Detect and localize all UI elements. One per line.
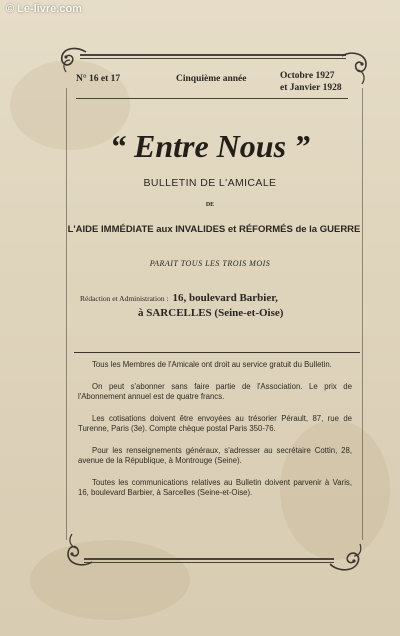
editorial-label: Rédaction et Administration : — [80, 294, 169, 303]
editorial-street: 16, boulevard Barbier, — [172, 292, 278, 304]
issue-number: N° 16 et 17 — [76, 74, 121, 84]
association-name: L'AIDE IMMÉDIATE aux INVALIDES et RÉFORMÉS de la GUERRE — [67, 224, 361, 235]
publication-frequency: PARAIT TOUS LES TROIS MOIS — [149, 259, 271, 268]
watermark: © Le-livre.com — [6, 3, 82, 15]
editorial-address — [80, 290, 370, 320]
section-divider — [74, 352, 360, 353]
frame-bottom-line — [84, 558, 334, 560]
bulletin-title: “ Entre Nous ” — [109, 128, 311, 164]
notice-item: Pour les renseignements généraux, s'adresser au secrétaire Cottin, 28, avenue de la République, à Montrouge (Seine). — [78, 446, 352, 465]
notice-item: On peut s'abonner sans faire partie de l'Association. Le prix de l'Abonnement annuel est de quatre francs. — [78, 382, 352, 401]
notices-list — [78, 360, 352, 510]
notice-item: Les cotisations doivent être envoyées au trésorier Pérault, 87, rue de Turenne, Paris (3e). Compte chèque postal Paris 350-76. — [78, 414, 352, 433]
issue-header — [76, 70, 352, 100]
frame-top-line-inner — [80, 58, 346, 59]
corner-flourish-icon — [326, 540, 366, 576]
paper-stain — [30, 540, 190, 620]
frame-bottom-line-inner — [84, 562, 334, 563]
editorial-city: à SARCELLES (Seine-et-Oise) — [138, 307, 284, 319]
issue-date — [280, 70, 352, 94]
publication-year: Cinquième année — [176, 74, 247, 84]
issue-date-line1: Octobre 1927 — [280, 71, 335, 81]
corner-flourish-icon — [62, 530, 96, 570]
bulletin-subtitle: BULLETIN DE L'AMICALE — [143, 177, 277, 189]
issue-date-line2: et Janvier 1928 — [280, 83, 342, 93]
notice-item: Tous les Membres de l'Amicale ont droit au service gratuit du Bulletin. — [92, 360, 332, 369]
notice-item: Toutes les communications relatives au Bulletin doivent parvenir à Varis, 16, boulevard Barbier, à Sarcelles (Seine-et-Oise). — [78, 478, 352, 497]
subtitle-connector: DE — [205, 202, 215, 208]
frame-top-line — [80, 54, 346, 56]
